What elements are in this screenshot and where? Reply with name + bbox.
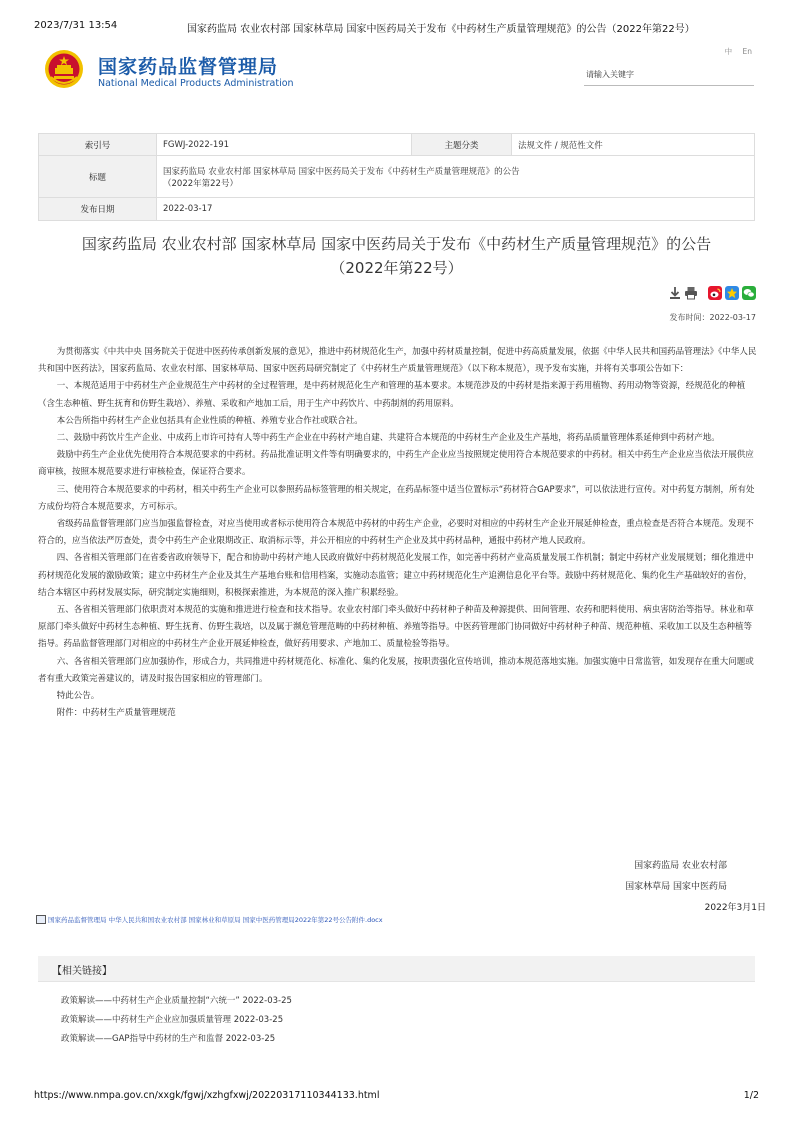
related-link[interactable]: 政策解读——GAP指导中药材的生产和监督 2022-03-25 — [61, 1034, 276, 1044]
meta-value-title — [157, 156, 755, 198]
meta-label-index: 索引号 — [39, 134, 157, 156]
meta-title-line1: 国家药监局 农业农村部 国家林草局 国家中医药局关于发布《中药材生产质量管理规范》的公告 — [163, 166, 520, 177]
article-paragraph: 一、本规范适用于中药材生产企业规范生产中药材的全过程管理，是中药材规范化生产和管理的基本要求。本规范涉及的中药材是指来源于药用植物、药用动物等资源，经规范化的种植（含生态种植、野生抚育和仿野生栽培）、养殖、采收和产地加工后，用于生产中药饮片、中药制剂的药用原料。 — [38, 381, 746, 409]
signature-date: 2022年3月1日 — [704, 903, 766, 913]
attachment-link[interactable] — [36, 915, 383, 924]
article-paragraph: 六、各省相关管理部门应加强协作，形成合力，共同推进中药材规范化、标准化、集约化发展，按职责强化宣传培训，推动本规范落地实施。加强实施中日常监管，如发现存在重大问题或者有重大政策完善建议的，请及时报告国家相应的管理部门。 — [38, 656, 754, 684]
article-paragraph: 省级药品监督管理部门应当加强监督检查，对应当使用或者标示使用符合本规范中药材的中药生产企业，必要时对相应的中药材生产企业开展延伸检查，重点检查是否符合本规范。发现不符合的，应当依法严厉查处，责令中药生产企业限期改正、取消标示等，并公开相应的中药材生产企业及其中药材品种，通报中药材产地人民政府。 — [38, 519, 754, 547]
meta-value-category: 法规文件 / 规范性文件 — [512, 134, 755, 156]
site-name-cn[interactable]: 国家药品监督管理局 — [98, 56, 279, 78]
qzone-share-icon[interactable] — [725, 286, 739, 300]
download-icon[interactable] — [668, 286, 682, 300]
search-underline — [584, 85, 754, 86]
meta-value-index: FGWJ-2022-191 — [157, 134, 412, 156]
article-paragraph: 五、各省相关管理部门依职责对本规范的实施和推进进行检查和技术指导。农业农村部门牵头做好中药材种子种苗及种源提供、田间管理、农药和肥料使用、病虫害防治等指导。林业和草原部门牵头做好中药材生态种植、野生抚育、仿野生栽培，以及属于濒危管理范畴的中药材种植、养殖等指导。中医药管理部门协同做好中药材种子种苗、规范种植、采收加工以及生态种植等指导。药品监督管理部门对相应的中药材生产企业开展延伸检查，做好药用要求、产地加工、质量检验等指导。 — [38, 605, 754, 650]
article-body — [38, 344, 758, 722]
related-links-header — [38, 956, 755, 982]
article-paragraph: 本公告所指中药材生产企业包括具有企业性质的种植、养殖专业合作社或联合社。 — [56, 415, 363, 426]
document-file-icon — [36, 915, 46, 924]
print-icon[interactable] — [684, 286, 698, 300]
print-page-number: 1/2 — [743, 1090, 759, 1101]
document-meta-table — [38, 133, 755, 221]
lang-cn-link[interactable]: 中 — [724, 47, 733, 56]
weibo-share-icon[interactable] — [708, 286, 722, 300]
article-title-line1: 国家药监局 农业农村部 国家林草局 国家中医药局关于发布《中药材生产质量管理规范》的公告 — [81, 235, 712, 253]
article-paragraph: 特此公告。 — [56, 691, 100, 702]
article-paragraph: 二、鼓励中药饮片生产企业、中成药上市许可持有人等中药生产企业在中药材产地自建、共建符合本规范的中药材生产企业及生产基地，将药品质量管理体系延伸到中药材产地。 — [56, 433, 720, 444]
attachment-link-text[interactable]: 国家药品监督管理局 中华人民共和国农业农村部 国家林业和草原局 国家中医药管理局2022年第22号公告附件.docx — [48, 916, 383, 924]
wechat-share-icon[interactable] — [742, 286, 756, 300]
article-title — [38, 232, 755, 280]
site-header — [34, 44, 759, 104]
search-input[interactable]: 请输入关键字 — [586, 70, 634, 79]
article-attachment-note: 附件：中药材生产质量管理规范 — [56, 708, 176, 719]
search-box[interactable] — [584, 64, 754, 86]
meta-label-category: 主题分类 — [412, 134, 512, 156]
print-timestamp: 2023/7/31 13:54 — [34, 20, 118, 31]
publish-time: 发布时间：2022-03-17 — [669, 313, 756, 322]
article-paragraph: 为贯彻落实《中共中央 国务院关于促进中医药传承创新发展的意见》，推进中药材规范化生产，加强中药材质量控制，促进中药高质量发展，依据《中华人民共和国药品管理法》《中华人民共和国中医药法》，国家药监局、农业农村部、国家林草局、国家中医药局研究制定了《中药材生产质量管理规范》（以下称本规范），现予发布实施，并将有关事项公告如下： — [38, 347, 757, 375]
meta-label-title: 标题 — [39, 156, 157, 198]
article-paragraph: 鼓励中药生产企业优先使用符合本规范要求的中药材。药品批准证明文件等有明确要求的，中药生产企业应当按照规定使用符合本规范要求的中药材。相关中药生产企业应当依法开展供应商审核，按照本规范要求进行审核检查，保证符合要求。 — [38, 450, 754, 478]
print-url: https://www.nmpa.gov.cn/xxgk/fgwj/xzhgfxwj/20220317110344133.html — [34, 1090, 380, 1101]
article-title-line2: （2022年第22号） — [330, 259, 463, 277]
article-paragraph: 三、使用符合本规范要求的中药材，相关中药生产企业可以参照药品标签管理的相关规定，在药品标签中适当位置标示“药材符合GAP要求”，可以依法进行宣传。对中药复方制剂，所有处方成份均符合本规范要求，方可标示。 — [38, 484, 755, 512]
article-paragraph: 四、各省相关管理部门在省委省政府领导下，配合和协助中药材产地人民政府做好中药材规范化发展工作，如完善中药材产业高质量发展工作机制；制定中药材产业发展规划；细化推进中药材规范化发展的激励政策；建立中药材生产企业及其生产基地台账和信用档案，实施动态监管；建立中药材规范化生产追溯信息化平台等。鼓励中药材规范化、集约化生产基础较好的省份，结合本辖区中药材发展实际，研究制定实施细则，积极探索推进，为本规范的深入推广积累经验。 — [38, 553, 754, 598]
related-links-heading: 【相关链接】 — [52, 966, 112, 977]
national-emblem-icon[interactable] — [44, 49, 84, 89]
signature-line-2: 国家林草局 国家中医药局 — [625, 882, 727, 892]
meta-value-date: 2022-03-17 — [157, 198, 755, 221]
meta-label-date: 发布日期 — [39, 198, 157, 221]
related-link[interactable]: 政策解读——中药材生产企业质量控制“六统一” 2022-03-25 — [61, 996, 292, 1006]
related-links-section — [38, 956, 755, 1044]
related-link[interactable]: 政策解读——中药材生产企业应加强质量管理 2022-03-25 — [61, 1015, 284, 1025]
article-toolbar — [668, 286, 758, 302]
language-switcher — [717, 46, 752, 57]
meta-title-line2: （2022年第22号） — [163, 178, 238, 189]
signature-line-1: 国家药监局 农业农村部 — [634, 861, 727, 871]
site-name-en[interactable]: National Medical Products Administration — [98, 78, 294, 89]
print-page-title: 国家药监局 农业农村部 国家林草局 国家中医药局关于发布《中药材生产质量管理规范》的公告（2022年第22号） — [187, 24, 695, 35]
lang-en-link[interactable]: En — [742, 47, 752, 56]
